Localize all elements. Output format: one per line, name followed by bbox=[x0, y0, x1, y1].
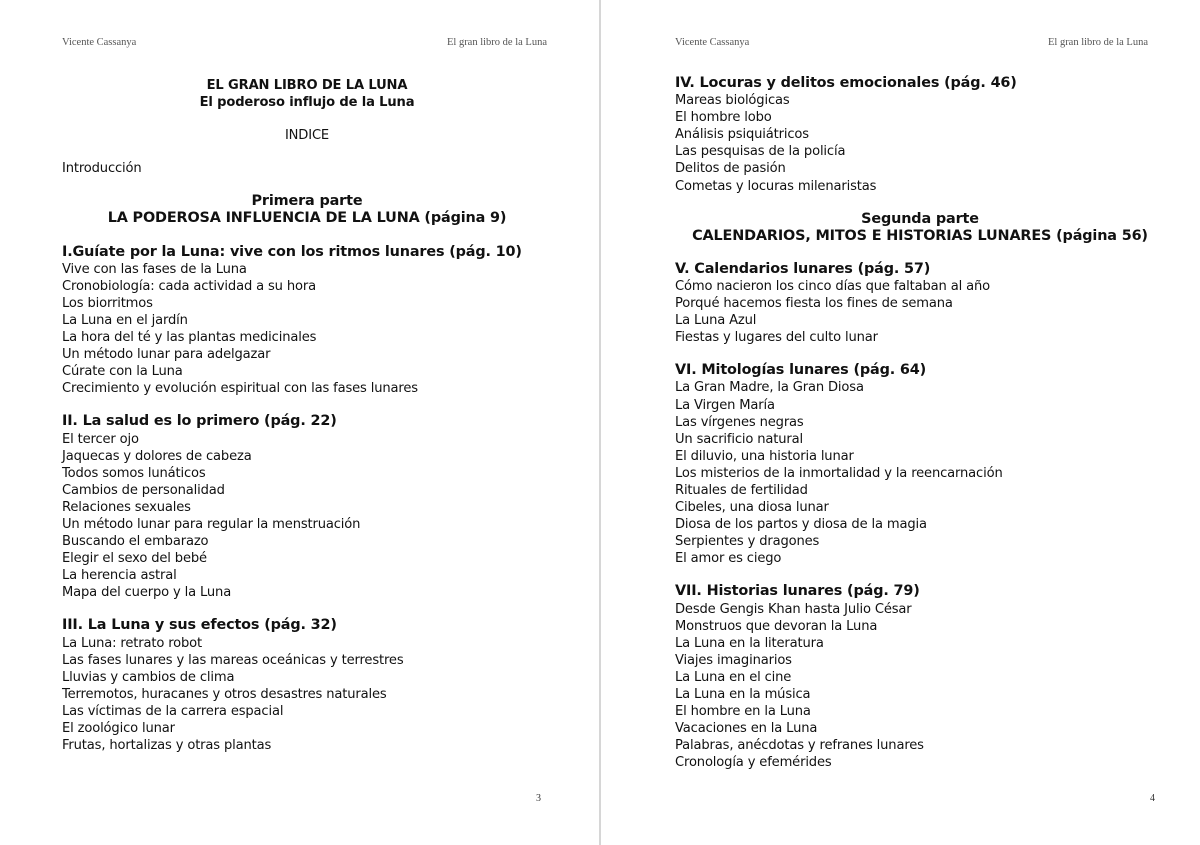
toc-item: Jaquecas y dolores de cabeza bbox=[62, 448, 252, 464]
toc-item: El zoológico lunar bbox=[62, 721, 175, 736]
header-book-title: El gran libro de la Luna bbox=[446, 37, 547, 48]
toc-item: Todos somos lunáticos bbox=[62, 465, 206, 481]
toc-item: Análisis psiquiátricos bbox=[675, 127, 809, 143]
toc-item: La Luna en la literatura bbox=[675, 635, 824, 651]
left-page bbox=[0, 0, 599, 845]
section-title: IV. Locuras y delitos emocionales (pág. 46) bbox=[675, 75, 1017, 91]
left-page-body bbox=[62, 77, 552, 754]
book-subtitle: El poderoso influjo de la Luna bbox=[199, 95, 415, 111]
toc-item: Monstruos que devoran la Luna bbox=[675, 618, 878, 634]
toc-item: Desde Gengis Khan hasta Julio César bbox=[675, 601, 912, 617]
toc-item: La Luna en el cine bbox=[675, 669, 792, 685]
toc-item: Las pesquisas de la policía bbox=[675, 144, 846, 160]
toc-item: Fiestas y lugares del culto lunar bbox=[675, 330, 878, 346]
part-label: Segunda parte bbox=[861, 210, 979, 227]
toc-item: La Gran Madre, la Gran Diosa bbox=[675, 380, 864, 396]
toc-item: La Luna en el jardín bbox=[62, 312, 188, 328]
toc-item: Buscando el embarazo bbox=[62, 534, 209, 550]
toc-item: Palabras, anécdotas y refranes lunares bbox=[675, 738, 924, 754]
toc-item: La herencia astral bbox=[62, 568, 177, 584]
toc-item: Cronobiología: cada actividad a su hora bbox=[62, 278, 316, 294]
toc-item: La hora del té y las plantas medicinales bbox=[62, 330, 317, 346]
toc-section bbox=[62, 244, 552, 398]
toc-item: Viajes imaginarios bbox=[675, 652, 792, 668]
page-number: 4 bbox=[1150, 793, 1155, 804]
index-heading: INDICE bbox=[284, 128, 330, 144]
section-title: VII. Historias lunares (pág. 79) bbox=[675, 583, 920, 600]
toc-item: Crecimiento y evolución espiritual con las fases lunares bbox=[62, 381, 418, 397]
toc-item: Los biorritmos bbox=[62, 295, 153, 311]
section-title: II. La salud es lo primero (pág. 22) bbox=[62, 413, 337, 430]
toc-item: El hombre lobo bbox=[675, 110, 772, 126]
toc-item: Cambios de personalidad bbox=[62, 482, 225, 498]
toc-item: Vive con las fases de la Luna bbox=[62, 261, 247, 277]
page-number: 3 bbox=[536, 793, 541, 804]
toc-item: Porqué hacemos fiesta los fines de semana bbox=[675, 296, 953, 312]
toc-item: El amor es ciego bbox=[675, 551, 782, 567]
part-label: Primera parte bbox=[251, 193, 363, 210]
toc-item: Elegir el sexo del bebé bbox=[62, 551, 207, 567]
toc-item: Las víctimas de la carrera espacial bbox=[62, 703, 284, 719]
toc-section bbox=[675, 75, 1165, 195]
toc-item: Las fases lunares y las mareas oceánicas y terrestres bbox=[62, 652, 404, 668]
header-author: Vicente Cassanya bbox=[62, 37, 137, 48]
toc-item: Cómo nacieron los cinco días que faltaban al año bbox=[675, 278, 990, 294]
toc-item: Terremotos, huracanes y otros desastres naturales bbox=[62, 686, 387, 702]
toc-section bbox=[675, 362, 1165, 567]
toc-item: Un sacrificio natural bbox=[675, 431, 804, 447]
toc-section bbox=[62, 617, 552, 754]
toc-item: Cometas y locuras milenaristas bbox=[675, 178, 877, 194]
toc-item: Un método lunar para regular la menstruación bbox=[62, 516, 361, 532]
toc-item: La Virgen María bbox=[675, 397, 775, 413]
toc-item: Mareas biológicas bbox=[675, 93, 790, 109]
toc-item: El hombre en la Luna bbox=[675, 704, 811, 720]
toc-item: Las vírgenes negras bbox=[675, 414, 804, 430]
toc-item: Rituales de fertilidad bbox=[675, 482, 808, 498]
toc-item: Serpientes y dragones bbox=[675, 534, 820, 550]
toc-item: Los misterios de la inmortalidad y la reencarnación bbox=[675, 465, 1003, 481]
toc-item: La Luna: retrato robot bbox=[62, 635, 203, 651]
toc-item: La Luna en la música bbox=[675, 687, 811, 702]
toc-item: El diluvio, una historia lunar bbox=[675, 448, 854, 464]
toc-section bbox=[675, 583, 1165, 771]
section-title: I.Guíate por la Luna: vive con los ritmos lunares (pág. 10) bbox=[62, 243, 522, 260]
toc-item: Mapa del cuerpo y la Luna bbox=[62, 585, 232, 601]
introduction-entry: Introducción bbox=[62, 161, 142, 177]
right-page bbox=[601, 0, 1200, 845]
header-author: Vicente Cassanya bbox=[675, 37, 750, 48]
toc-item: Cúrate con la Luna bbox=[62, 364, 183, 380]
part-title: CALENDARIOS, MITOS E HISTORIAS LUNARES (página 56) bbox=[692, 227, 1148, 244]
toc-item: Cronología y efemérides bbox=[675, 755, 832, 771]
toc-item: Vacaciones en la Luna bbox=[675, 721, 818, 737]
toc-item: La Luna Azul bbox=[675, 313, 757, 329]
toc-item: Diosa de los partos y diosa de la magia bbox=[675, 517, 927, 533]
section-title: V. Calendarios lunares (pág. 57) bbox=[675, 260, 931, 277]
right-page-body bbox=[675, 75, 1165, 771]
toc-item: Cibeles, una diosa lunar bbox=[675, 500, 829, 516]
toc-item: El tercer ojo bbox=[62, 431, 139, 447]
toc-item: Un método lunar para adelgazar bbox=[62, 347, 271, 363]
toc-section bbox=[675, 261, 1165, 346]
book-title: EL GRAN LIBRO DE LA LUNA bbox=[206, 78, 408, 93]
toc-item: Lluvias y cambios de clima bbox=[62, 669, 235, 685]
part-title: LA PODEROSA INFLUENCIA DE LA LUNA (página 9) bbox=[107, 210, 507, 227]
toc-item: Frutas, hortalizas y otras plantas bbox=[62, 738, 272, 754]
section-title: VI. Mitologías lunares (pág. 64) bbox=[675, 362, 927, 379]
toc-item: Delitos de pasión bbox=[675, 161, 786, 177]
toc-item: Relaciones sexuales bbox=[62, 499, 191, 515]
section-title: III. La Luna y sus efectos (pág. 32) bbox=[62, 617, 337, 634]
header-book-title: El gran libro de la Luna bbox=[1047, 37, 1148, 48]
toc-section bbox=[62, 413, 552, 601]
